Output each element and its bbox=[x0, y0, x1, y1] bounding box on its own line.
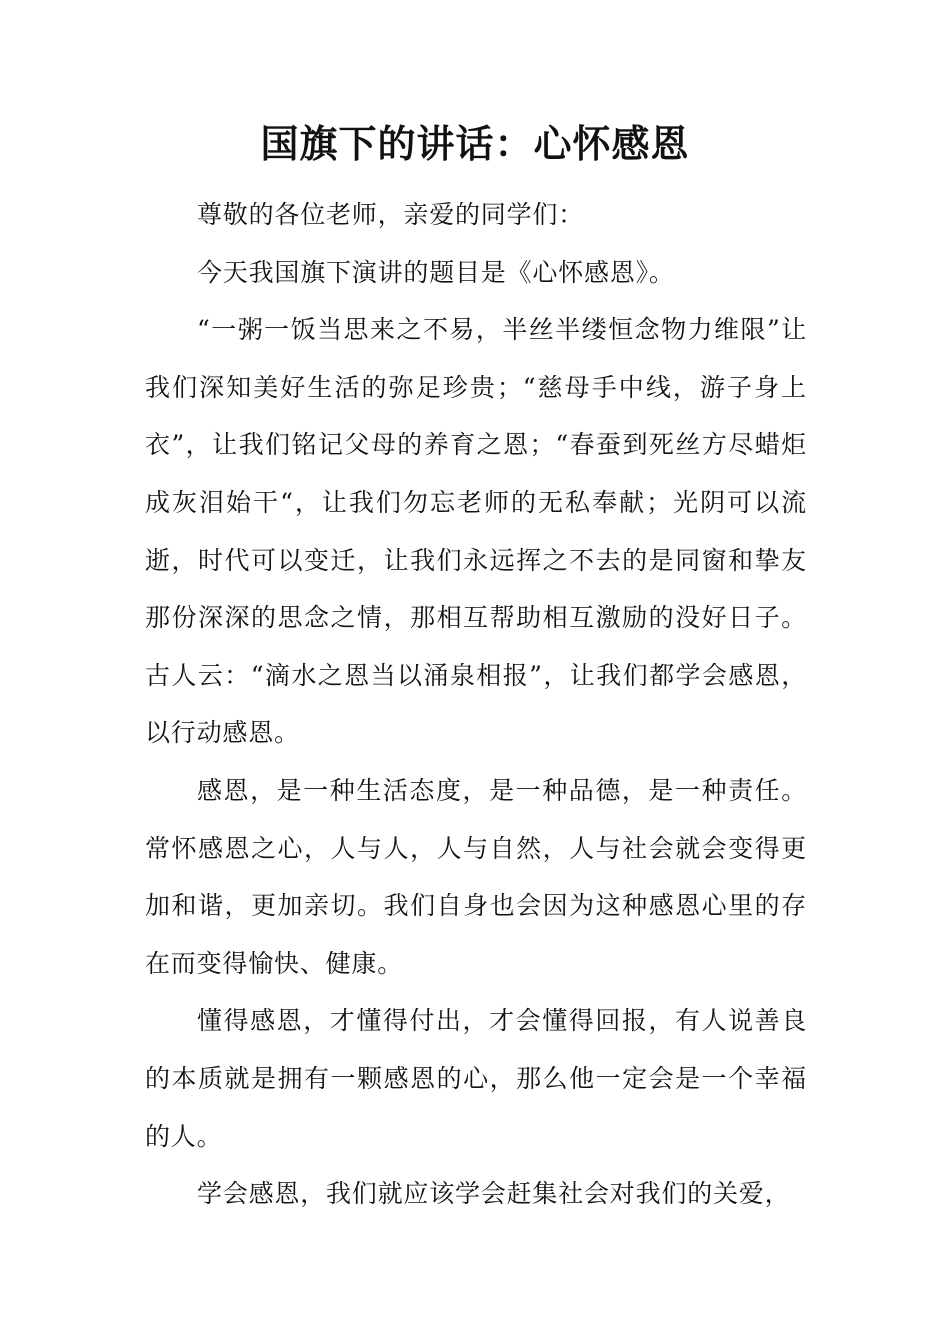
document-title: 国旗下的讲话：心怀感恩 bbox=[260, 121, 690, 166]
paragraph-understanding-gratitude: 懂得感恩，才懂得付出，才会懂得回报，有人说善良的本质就是拥有一颗感恩的心，那么他一定会是一个幸福的人。 bbox=[145, 1006, 807, 1151]
paragraph-gratitude-attitude: 感恩，是一种生活态度，是一种品德，是一种责任。常怀感恩之心，人与人，人与自然，人与社会就会变得更加和谐，更加亲切。我们自身也会因为这种感恩心里的存在而变得愉快、健康。 bbox=[145, 775, 807, 978]
paragraph-quotes: “一粥一饭当思来之不易，半丝半缕恒念物力维限”让我们深知美好生活的弥足珍贵；“慈母手中线，游子身上衣”，让我们铭记父母的养育之恩；“春蚕到死丝方尽蜡炬成灰泪始干“，让我们勿忘老师的无私奉献；光阴可以流逝，时代可以变迁，让我们永远挥之不去的是同窗和挚友那份深深的思念之情，那相互帮助相互激励的没好日子。古人云：“滴水之恩当以涌泉相报”，让我们都学会感恩，以行动感恩。 bbox=[145, 315, 807, 748]
paragraph-topic: 今天我国旗下演讲的题目是《心怀感恩》。 bbox=[197, 257, 675, 287]
paragraph-learning-gratitude: 学会感恩，我们就应该学会赶集社会对我们的关爱， bbox=[197, 1179, 791, 1209]
paragraph-salutation: 尊敬的各位老师，亲爱的同学们： bbox=[197, 200, 585, 229]
document-body bbox=[145, 186, 807, 1223]
